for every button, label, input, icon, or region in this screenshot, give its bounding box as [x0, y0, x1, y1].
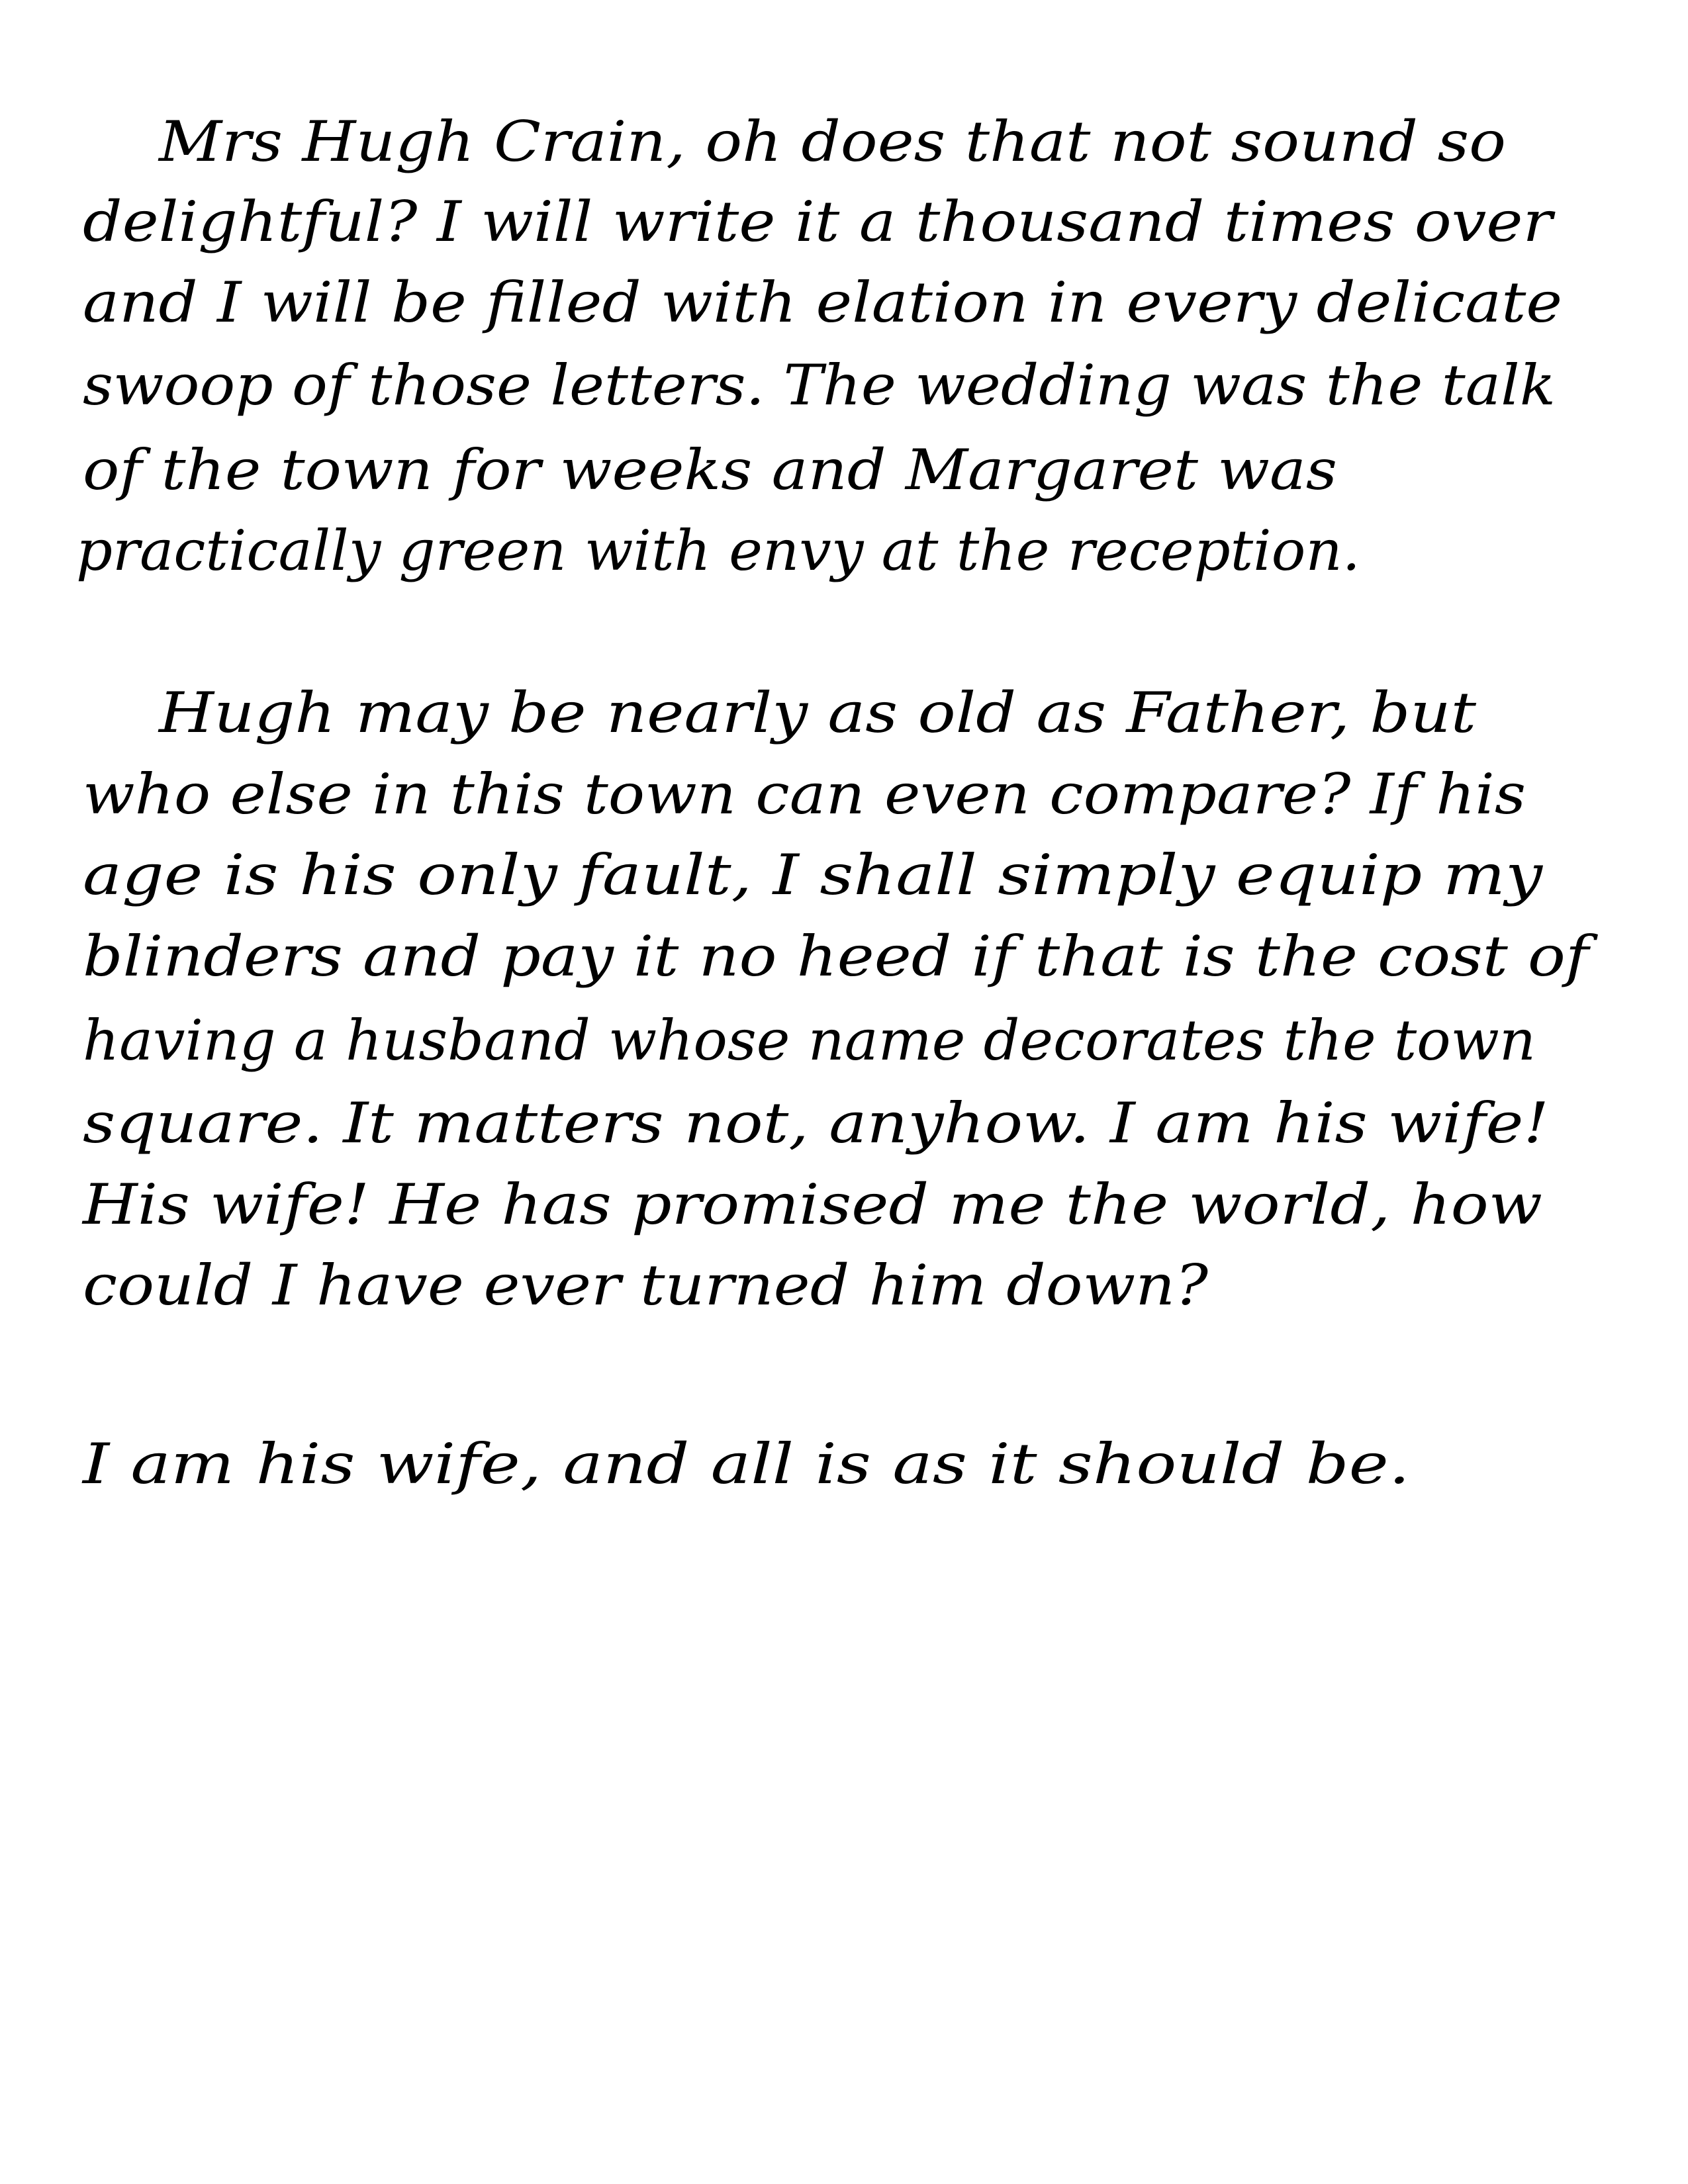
- text-line: His wife! He has promised me the world, how: [83, 1172, 1542, 1237]
- text-line: and I will be filled with elation in every delicate: [83, 270, 1562, 335]
- text-line: could I have ever turned him down?: [83, 1253, 1208, 1318]
- text-line: age is his only fault, I shall simply equip my: [83, 842, 1542, 907]
- text-line: I am his wife, and all is as it should be.: [83, 1432, 1410, 1496]
- text-line: blinders and pay it no heed if that is the cost of: [83, 924, 1589, 989]
- text-line: having a husband whose name decorates the town: [83, 1008, 1536, 1073]
- text-line: of the town for weeks and Margaret was: [83, 437, 1337, 502]
- text-line: Mrs Hugh Crain, oh does that not sound so: [159, 109, 1506, 174]
- text-line: swoop of those letters. The wedding was the talk: [83, 353, 1556, 418]
- text-line: Hugh may be nearly as old as Father, but: [159, 680, 1476, 745]
- text-line: who else in this town can even compare? If his: [83, 762, 1526, 827]
- text-line: square. It matters not, anyhow. I am his wife!: [83, 1091, 1549, 1156]
- text-line: practically green with envy at the reception.: [76, 518, 1360, 583]
- text-line: delightful? I will write it a thousand times over: [83, 189, 1552, 254]
